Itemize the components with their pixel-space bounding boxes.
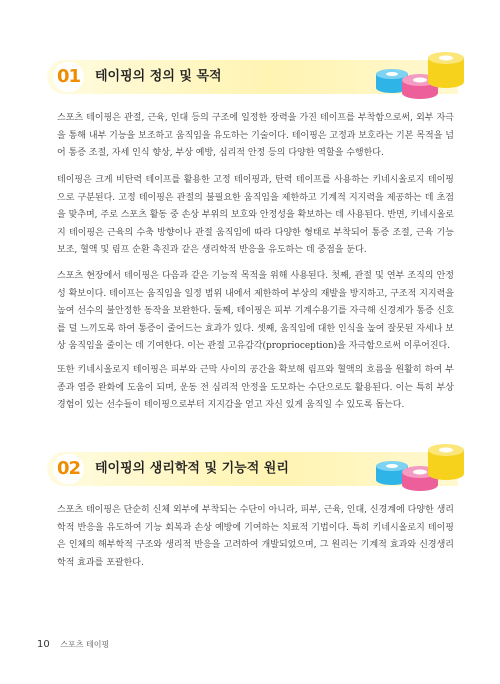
page-number: 10 bbox=[37, 639, 50, 650]
book-title: 스포츠 테이핑 bbox=[60, 640, 110, 649]
tape-rolls-icon bbox=[372, 46, 468, 102]
section-1-paragraph-4: 또한 키네시올로지 테이핑은 피부와 근막 사이의 공간을 확보해 림프와 혈액의 흐름을 원활히 하여 부종과 염증 완화에 도움이 되며, 운동 전 심리적 안정을 도모하는 수단으로도 활용된다. 이는 특히 부상 경험이 있는 선수들이 테이핑으로부터 지지감을 얻고 자신 있게 움직일 수 있도록 돕는다. bbox=[57, 365, 454, 410]
section-number: 02 bbox=[53, 454, 84, 484]
section-1-paragraph-3: 스포츠 현장에서 테이핑은 다음과 같은 기능적 목적을 위해 사용된다. 첫째, 관절 및 연부 조직의 안정성 확보이다. 테이프는 움직임을 일정 범위 내에서 제한하여 부상의 재발을 방지하고, 구조적 지지력을 높여 선수의 불안정한 동작을 보완한다. 둘째, 테이핑은 피부 기계수용기를 자극해 신경계가 통증 신호를 덜 느끼도록 하여 통증이 줄어드는 효과가 있다. 셋째, 움직임에 대한 인식을 높여 잘못된 자세나 보상 움직임을 줄이는 데 기여한다. 이는 관절 고유감각(proprioception)을 자극함으로써 이루어진다. bbox=[57, 271, 454, 351]
section-number: 01 bbox=[53, 62, 84, 92]
page-footer bbox=[37, 639, 109, 650]
tape-rolls-icon bbox=[372, 438, 468, 494]
section-title: 테이핑의 정의 및 목적 bbox=[95, 69, 222, 84]
section-title: 테이핑의 생리학적 및 기능적 원리 bbox=[95, 461, 289, 476]
section-2-paragraph-1: 스포츠 테이핑은 단순히 신체 외부에 부착되는 수단이 아니라, 피부, 근육, 인대, 신경계에 다양한 생리학적 반응을 유도하여 기능 회복과 손상 예방에 기여하는 치료적 기법이다. 특히 키네시올로지 테이핑은 인체의 해부학적 구조와 생리적 반응을 고려하여 개발되었으며, 그 원리는 기계적 효과와 신경생리학적 효과를 포괄한다. bbox=[57, 505, 454, 568]
section-1-paragraph-1: 스포츠 테이핑은 관절, 근육, 인대 등의 구조에 일정한 장력을 가진 테이프를 부착함으로써, 외부 자극을 통해 내부 기능을 보조하고 움직임을 유도하는 기술이다. 테이핑은 고정과 보호라는 기본 목적을 넘어 통증 조절, 자세 인식 향상, 부상 예방, 심리적 안정 등의 다양한 역할을 수행한다. bbox=[57, 113, 454, 158]
section-1-paragraph-2: 테이핑은 크게 비탄력 테이프를 활용한 고정 테이핑과, 탄력 테이프를 사용하는 키네시올로지 테이핑으로 구분된다. 고정 테이핑은 관절의 불필요한 움직임을 제한하고 기계적 지지력을 제공하는 데 초점을 맞추며, 주로 스포츠 활동 중 손상 부위의 보호와 안정성을 확보하는 데 사용된다. 반면, 키네시올로지 테이핑은 근육의 수축 방향이나 관절 움직임에 따라 다양한 형태로 부착되어 통증 조절, 근육 기능 보조, 혈액 및 림프 순환 촉진과 같은 생리학적 반응을 유도하는 데 중점을 둔다. bbox=[57, 175, 454, 255]
